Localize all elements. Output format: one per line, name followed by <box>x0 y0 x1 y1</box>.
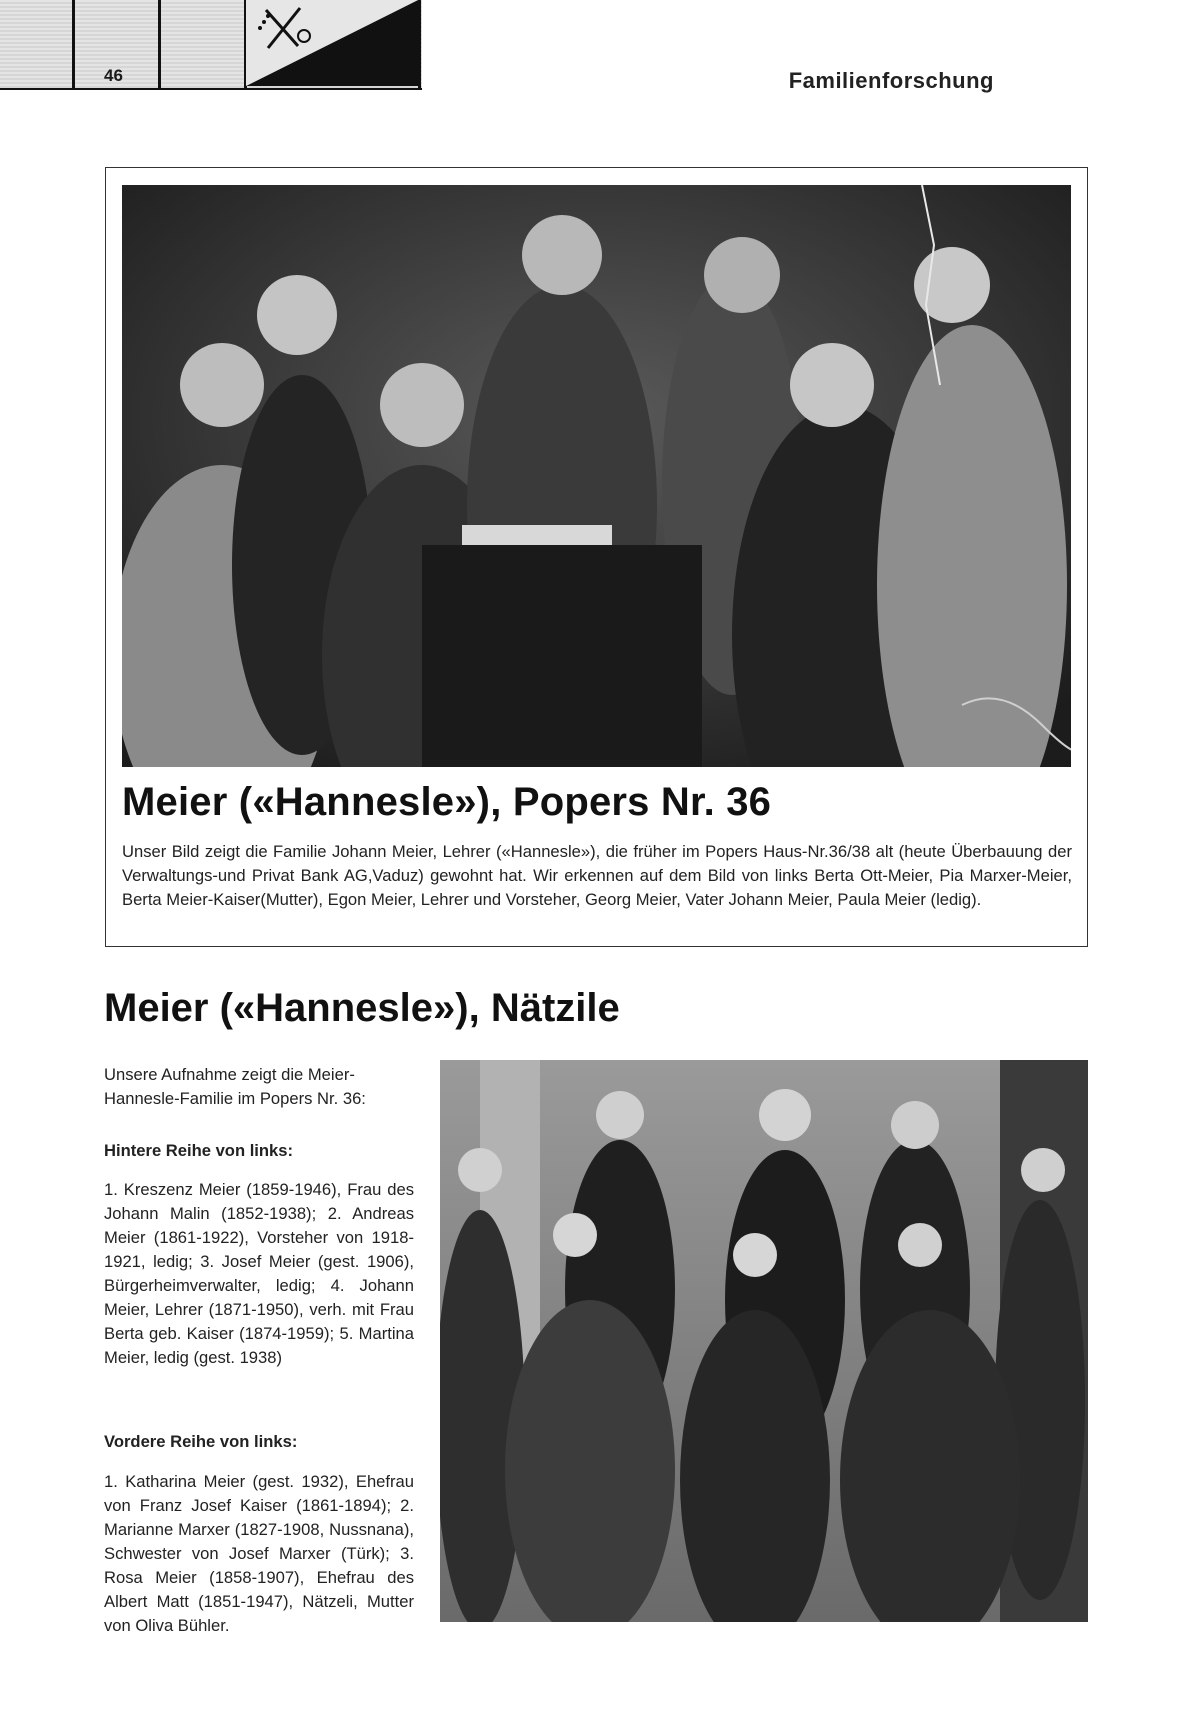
article-box <box>105 167 1088 947</box>
photo-caption: Unser Bild zeigt die Familie Johann Meier, Lehrer («Hannesle»), die früher im Popers Haus-Nr.36/38 alt (heute Überbauung der Verwaltungs-und Privat Bank AG,Vaduz) gewohnt hat. Wir erkennen auf dem Bild von links Berta Ott-Meier, Pia Marxer-Meier, Berta Meier-Kaiser(Mutter), Egon Meier, Lehrer und Vorsteher, Georg Meier, Vater Johann Meier, Paula Meier (ledig). <box>122 842 1072 909</box>
crossed-tools-emblem-icon <box>246 0 418 86</box>
back-row-heading: Hintere Reihe von links: <box>104 1141 294 1160</box>
header-rule <box>418 0 421 88</box>
section-heading: Meier («Hannesle»), Nätzile <box>104 986 620 1030</box>
article-heading: Meier («Hannesle»), Popers Nr. 36 <box>122 780 772 824</box>
group-portrait-photo <box>440 1060 1088 1622</box>
front-row-heading: Vordere Reihe von links: <box>104 1432 298 1451</box>
running-head: Familienforschung <box>788 68 994 93</box>
back-row-list: 1. Kreszenz Meier (1859-1946), Frau des Johann Malin (1852-1938); 2. Andreas Meier (1861-1922), Vorsteher von 1918-1921, ledig; 3. Josef Meier (gest. 1906), Bürgerheimverwalter, ledig; 4. Johann Meier, Lehrer (1871-1950), verh. mit Frau Berta geb. Kaiser (1874-1959); 5. Martina Meier, ledig (gest. 1938) <box>104 1180 414 1367</box>
front-row-list: 1. Katharina Meier (gest. 1932), Ehefrau von Franz Josef Kaiser (1861-1894); 2. Marianne Marxer (1827-1908, Nussnana), Schwester von Josef Marxer (Türk); 3. Rosa Meier (1858-1907), Ehefrau des Albert Matt (1851-1947), Nätzeli, Mutter von Oliva Bühler. <box>104 1472 414 1635</box>
family-portrait-photo <box>122 185 1071 767</box>
page-number: 46 <box>104 66 123 85</box>
header-rule <box>72 0 75 88</box>
intro-text: Unsere Aufnahme zeigt die Meier-Hannesle-Familie im Popers Nr. 36: <box>104 1065 366 1108</box>
header-rule <box>158 0 161 88</box>
